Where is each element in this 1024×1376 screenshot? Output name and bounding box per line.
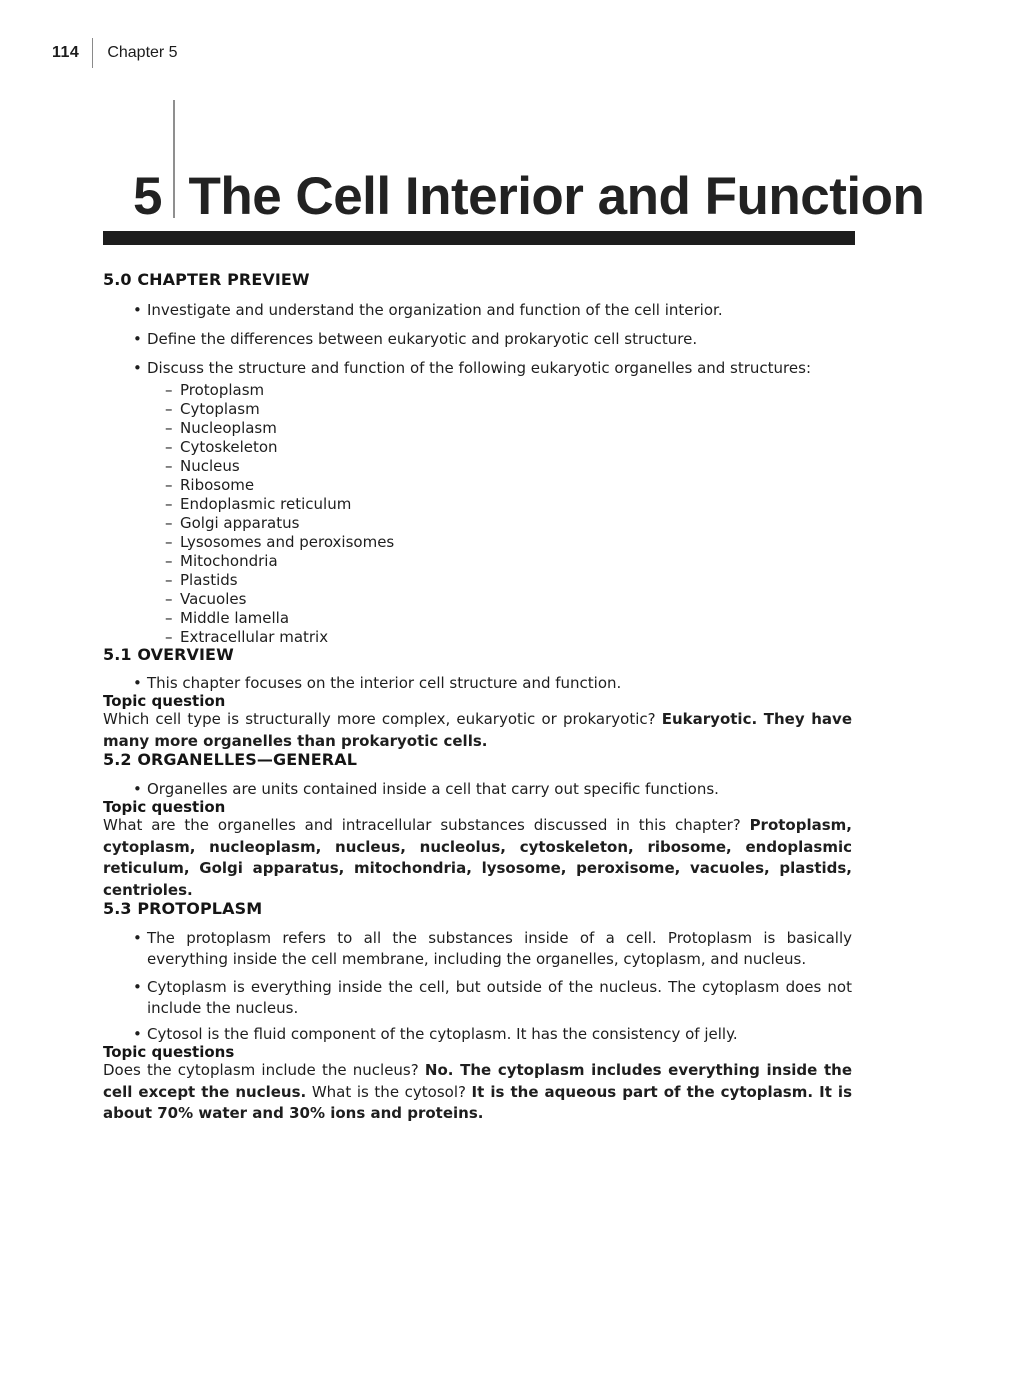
sub-item-text: Endoplasmic reticulum [180,495,352,513]
list-item [103,329,852,350]
bullet-icon: • [133,978,142,996]
list-item [103,1024,852,1045]
bullet-text: Organelles are units contained inside a cell that carry out specific functions. [147,780,719,798]
header-divider [92,38,93,68]
sub-item-text: Mitochondria [180,552,278,570]
bullet-icon: • [133,330,142,348]
bullet-icon: • [133,929,142,947]
section-heading-5-0: 5.0 CHAPTER PREVIEW [103,270,310,289]
list-item [103,977,852,1019]
bullet-text: Discuss the structure and function of the following eukaryotic organelles and structures: [147,359,811,377]
list-item [103,358,852,379]
bullet-icon: • [133,301,142,319]
dash-icon: – [165,609,173,627]
question-text: What is the cytosol? [306,1082,472,1101]
sub-list-item [103,514,852,533]
sub-item-text: Cytoplasm [180,400,260,418]
sub-list-item [103,609,852,628]
answer-text: It is the aqueous part of the cytoplasm. It is about 70% water and 30% ions and proteins. [103,1082,852,1122]
dash-icon: – [165,457,173,475]
sub-list-item [103,590,852,609]
list-item [103,300,852,321]
answer-text: Eukaryotic. They have many more organelles than prokaryotic cells. [103,710,852,750]
sub-list-item [103,552,852,571]
dash-icon: – [165,590,173,608]
answer-text: Protoplasm, cytoplasm, nucleoplasm, nucleus, nucleolus, cytoskeleton, ribosome, endoplasmic reticulum, Golgi apparatus, mitochondria, lysosome, peroxisome, vacuoles, plastids, centrioles. [103,816,852,899]
running-head [52,38,178,68]
bullet-text: This chapter focuses on the interior cell structure and function. [147,674,622,692]
list-item [103,779,852,800]
dash-icon: – [165,419,173,437]
bullet-text: The protoplasm refers to all the substances inside of a cell. Protoplasm is basically everything inside the cell membrane, including the organelles, cytoplasm, and nucleus. [147,929,852,968]
question-text: Does the cytoplasm include the nucleus? [103,1061,425,1079]
sub-list-item [103,533,852,552]
dash-icon: – [165,514,173,532]
bullet-icon: • [133,780,142,798]
question-text: What are the organelles and intracellular substances discussed in this chapter? [103,816,750,834]
sub-list-item [103,419,852,438]
bullet-icon: • [133,674,142,692]
sub-list-item [103,571,852,590]
sub-list-item [103,400,852,419]
sub-list-item [103,495,852,514]
sub-list-item [103,457,852,476]
dash-icon: – [165,400,173,418]
section-heading-5-3: 5.3 PROTOPLASM [103,899,263,918]
dash-icon: – [165,438,173,456]
bullet-text: Cytoplasm is everything inside the cell, but outside of the nucleus. The cytoplasm does not include the nucleus. [147,978,852,1017]
section-heading-5-1: 5.1 OVERVIEW [103,645,234,664]
sub-item-text: Vacuoles [180,590,247,608]
question-text: Which cell type is structurally more complex, eukaryotic or prokaryotic? [103,710,662,728]
topic-question-label: Topic question [103,798,226,816]
bullet-text: Define the differences between eukaryotic and prokaryotic cell structure. [147,330,698,348]
topic-questions-paragraph [103,1060,852,1125]
answer-text: No. The cytoplasm includes everything inside the cell except the nucleus. [103,1061,852,1101]
topic-questions-label: Topic questions [103,1043,235,1061]
chapter-title-block [133,100,925,226]
page-number: 114 [52,44,80,61]
sub-list-item [103,438,852,457]
bullet-icon: • [133,1025,142,1043]
section-heading-5-2: 5.2 ORGANELLES—GENERAL [103,750,357,769]
topic-question-paragraph [103,709,852,752]
title-rule-bar [103,231,855,245]
sub-item-text: Plastids [180,571,238,589]
sub-item-text: Golgi apparatus [180,514,300,532]
sub-list-item [103,476,852,495]
sub-item-text: Lysosomes and peroxisomes [180,533,395,551]
bullet-icon: • [133,359,142,377]
dash-icon: – [165,533,173,551]
sub-item-text: Cytoskeleton [180,438,278,456]
sub-item-text: Nucleus [180,457,240,475]
page-content [103,272,852,1125]
list-item [103,928,852,970]
dash-icon: – [165,552,173,570]
chapter-title: The Cell Interior and Function [188,166,925,226]
topic-question-paragraph [103,815,852,901]
bullet-text: Cytosol is the fluid component of the cytoplasm. It has the consistency of jelly. [147,1025,738,1043]
chapter-label: Chapter 5 [107,44,178,61]
chapter-number: 5 [133,166,163,226]
sub-list-item [103,628,852,647]
dash-icon: – [165,381,173,399]
dash-icon: – [165,628,173,646]
sub-item-text: Middle lamella [180,609,290,627]
sub-list-item [103,381,852,400]
sub-item-text: Nucleoplasm [180,419,277,437]
list-item [103,673,852,694]
bullet-text: Investigate and understand the organization and function of the cell interior. [147,301,723,319]
dash-icon: – [165,571,173,589]
dash-icon: – [165,495,173,513]
sub-item-text: Extracellular matrix [180,628,329,646]
dash-icon: – [165,476,173,494]
topic-question-label: Topic question [103,692,226,710]
sub-item-text: Protoplasm [180,381,265,399]
sub-item-text: Ribosome [180,476,255,494]
